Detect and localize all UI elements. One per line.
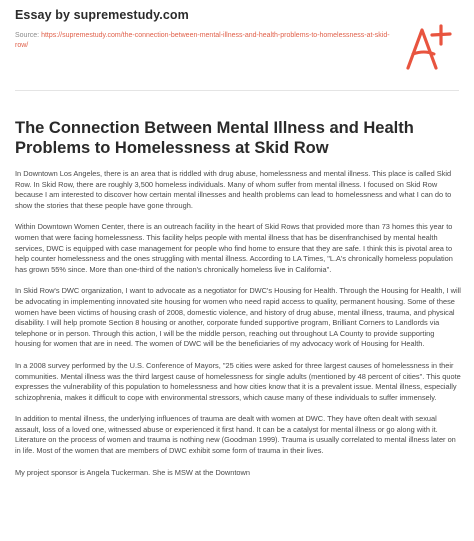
- paragraph: In Downtown Los Angeles, there is an area that is riddled with drug abuse, homelessness and mental illness. This place is called Skid Row. In Skid Row, there are roughly 3,500 homeless individuals. Many of whom suffer from mental illness. I focused on Skid Row because I am interested to discover how certain mental illnesses and health problems can lead to homelessness and what I can do to show the stories that these people have gone through.: [15, 169, 452, 210]
- essay-title: The Connection Between Mental Illness and Health Problems to Homelessness at Skid Row: [15, 119, 414, 157]
- header-divider: [15, 90, 459, 91]
- source-line: [15, 31, 395, 50]
- paragraph: In addition to mental illness, the underlying influences of trauma are dealt with women at DWC. They have often dealt with sexual assault, loss of a loved one, witnessed abuse or experienced it first hand. It can be a catalyst for mental illness or go along with it. Literature on the process of women and trauma is nothing new (Goodman 1999). Trauma is usually correlated to mental illness later on in life. Most of the women that are members of DWC exhibit some form of trauma in their lives.: [15, 414, 456, 456]
- page-header: [15, 8, 395, 50]
- source-url-link[interactable]: https://supremestudy.com/the-connection-between-mental-illness-and-health-problems-to-homelessness-at-skid-row/: [15, 32, 390, 49]
- essay-body: [15, 169, 461, 489]
- site-brand[interactable]: Essay by supremestudy.com: [15, 8, 189, 22]
- paragraph: In a 2008 survey performed by the U.S. Conference of Mayors, "25 cities were asked for three largest causes of homelessness in their communities. Mental illness was the third largest cause of homelessness for single adults (mentioned by 48 percent of cities". This quote expresses the vulnerability of this population to homelessness and how cities know that it is a prevalent issue. Mental illness, especially schizophrenia, makes it difficult to cope with environmental stressors, which cause many of these individuals to suffer immensely.: [15, 360, 461, 402]
- source-label: Source:: [15, 32, 42, 39]
- paragraph: In Skid Row's DWC organization, I want to advocate as a negotiator for DWC's Housing for Health. Through the Housing for Health, I will be advocating in implementing innovated site housing for women who need rapid access to quality, permanent housing. Some of these women have been victims of housing crash of 2008, domestic violence, and history of drug abuse, mental illness, trauma, and physical disability. I will help promote Section 8 housing or another, corporate funded supportive program, Brilliant Corners to Landlords via telephone or in person. Through this action, I will be the middle person, reaching out throughout LA County to provide supporting housing for women that are in need. The women of DWC will be the beneficiaries of my advocacy work of Housing for Health.: [15, 286, 461, 349]
- a-plus-logo-icon: [400, 18, 456, 74]
- paragraph: My project sponsor is Angela Tuckerman. She is MSW at the Downtown: [15, 467, 250, 477]
- paragraph: Within Downtown Women Center, there is an outreach facility in the heart of Skid Rows that provided more than 73 homes this year to women that were facing homelessness. This facility helps people with mental illness that has be disenfranchised by mental health services, DWC is equipped with case management for people who find home to ensure that they are safe. I think this is pivotal area to help counter homelessness and the ones struggling with mental illness. According to LA Times, "L.A's chronically homeless population has grown 55% since. More than one-third of the nation's chronically homeless live in California".: [15, 222, 453, 274]
